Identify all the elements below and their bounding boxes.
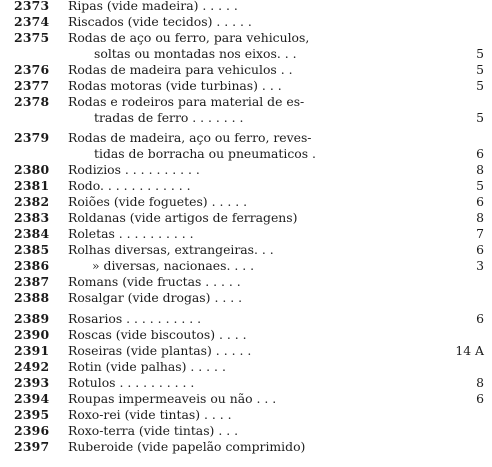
item-description: Rodas de aço ou ferro, para vehiculos,: [68, 30, 310, 45]
index-row: [0, 162, 492, 178]
index-row: [0, 226, 492, 242]
index-row: [0, 210, 492, 226]
item-number: 2382: [14, 194, 50, 209]
item-number: 2396: [14, 423, 50, 438]
item-class: 6: [476, 194, 484, 209]
item-description: Romans (vide fructas . . . . .: [68, 274, 241, 289]
item-description: Rodas motoras (vide turbinas) . . .: [68, 78, 282, 93]
index-row: [0, 375, 492, 391]
item-number: 2388: [14, 290, 50, 305]
item-class: 5: [476, 110, 484, 125]
item-class: 3: [476, 258, 484, 273]
item-number: 2373: [14, 0, 50, 13]
index-row: [0, 14, 492, 30]
item-description: Rotin (vide palhas) . . . . .: [68, 359, 226, 374]
item-class: 6: [476, 242, 484, 257]
item-number: 2377: [14, 78, 50, 93]
item-description: Roscas (vide biscoutos) . . . .: [68, 327, 247, 342]
index-row: [0, 290, 492, 306]
item-description: Rodo. . . . . . . . . . . .: [68, 178, 191, 193]
item-number: 2380: [14, 162, 50, 177]
item-number: 2390: [14, 327, 50, 342]
item-description: tradas de ferro . . . . . . .: [94, 110, 244, 125]
index-row: [0, 178, 492, 194]
index-row: [0, 343, 492, 359]
item-class: 6: [476, 311, 484, 326]
item-number: 2389: [14, 311, 50, 326]
item-description: Roletas . . . . . . . . . .: [68, 226, 194, 241]
index-row: [0, 30, 492, 46]
item-description: Roldanas (vide artigos de ferragens): [68, 210, 298, 225]
item-class: 8: [476, 162, 484, 177]
item-class: 6: [476, 146, 484, 161]
item-number: 2393: [14, 375, 50, 390]
index-row-continuation: [0, 110, 492, 126]
index-row: [0, 242, 492, 258]
item-class: 5: [476, 46, 484, 61]
item-description: Ruberoide (vide papelão comprimido): [68, 439, 306, 454]
index-row: [0, 439, 492, 455]
item-class: 5: [476, 62, 484, 77]
item-description: Roseiras (vide plantas) . . . . .: [68, 343, 252, 358]
index-row: [0, 391, 492, 407]
index-row-continuation: [0, 46, 492, 62]
item-description: » diversas, nacionaes. . . .: [92, 258, 255, 273]
item-description: Rodizios . . . . . . . . . .: [68, 162, 200, 177]
index-row: [0, 62, 492, 78]
item-class: 5: [476, 178, 484, 193]
item-number: 2492: [14, 359, 50, 374]
item-class: 8: [476, 375, 484, 390]
item-number: 2391: [14, 343, 50, 358]
index-row: [0, 94, 492, 110]
item-description: Riscados (vide tecidos) . . . . .: [68, 14, 252, 29]
index-row: [0, 0, 492, 14]
item-description: soltas ou montadas nos eixos. . .: [94, 46, 297, 61]
item-number: 2384: [14, 226, 50, 241]
item-description: Rosalgar (vide drogas) . . . .: [68, 290, 243, 305]
index-row: [0, 78, 492, 94]
item-description: Roxo-rei (vide tintas) . . . .: [68, 407, 232, 422]
index-row: [0, 407, 492, 423]
item-class: 7: [476, 226, 484, 241]
item-description: Rotulos . . . . . . . . . .: [68, 375, 195, 390]
index-row-continuation: [0, 146, 492, 162]
item-class: 6: [476, 391, 484, 406]
index-row: [0, 359, 492, 375]
item-number: 2394: [14, 391, 50, 406]
item-number: 2378: [14, 94, 50, 109]
item-number: 2385: [14, 242, 50, 257]
index-row: [0, 274, 492, 290]
item-description: Roiões (vide foguetes) . . . . .: [68, 194, 248, 209]
item-description: Rolhas diversas, extrangeiras. . .: [68, 242, 274, 257]
index-row: [0, 311, 492, 327]
index-row: [0, 258, 492, 274]
index-row: [0, 194, 492, 210]
item-description: tidas de borracha ou pneumaticos .: [94, 146, 316, 161]
item-description: Rodas de madeira, aço ou ferro, reves-: [68, 130, 312, 145]
index-row: [0, 423, 492, 439]
item-number: 2387: [14, 274, 50, 289]
item-description: Rodas e rodeiros para material de es-: [68, 94, 305, 109]
item-class: 8: [476, 210, 484, 225]
item-number: 2379: [14, 130, 50, 145]
item-number: 2383: [14, 210, 50, 225]
item-description: Rodas de madeira para vehiculos . .: [68, 62, 293, 77]
item-number: 2395: [14, 407, 50, 422]
item-number: 2376: [14, 62, 50, 77]
item-description: Roxo-terra (vide tintas) . . .: [68, 423, 239, 438]
item-description: Roupas impermeaveis ou não . . .: [68, 391, 277, 406]
item-description: Ripas (vide madeira) . . . . .: [68, 0, 238, 13]
item-number: 2375: [14, 30, 50, 45]
item-number: 2381: [14, 178, 50, 193]
item-number: 2374: [14, 14, 50, 29]
item-number: 2397: [14, 439, 50, 454]
item-number: 2386: [14, 258, 50, 273]
item-description: Rosarios . . . . . . . . . .: [68, 311, 202, 326]
item-class: 5: [476, 78, 484, 93]
item-class: 14 A: [455, 343, 484, 358]
index-row: [0, 327, 492, 343]
index-row: [0, 130, 492, 146]
